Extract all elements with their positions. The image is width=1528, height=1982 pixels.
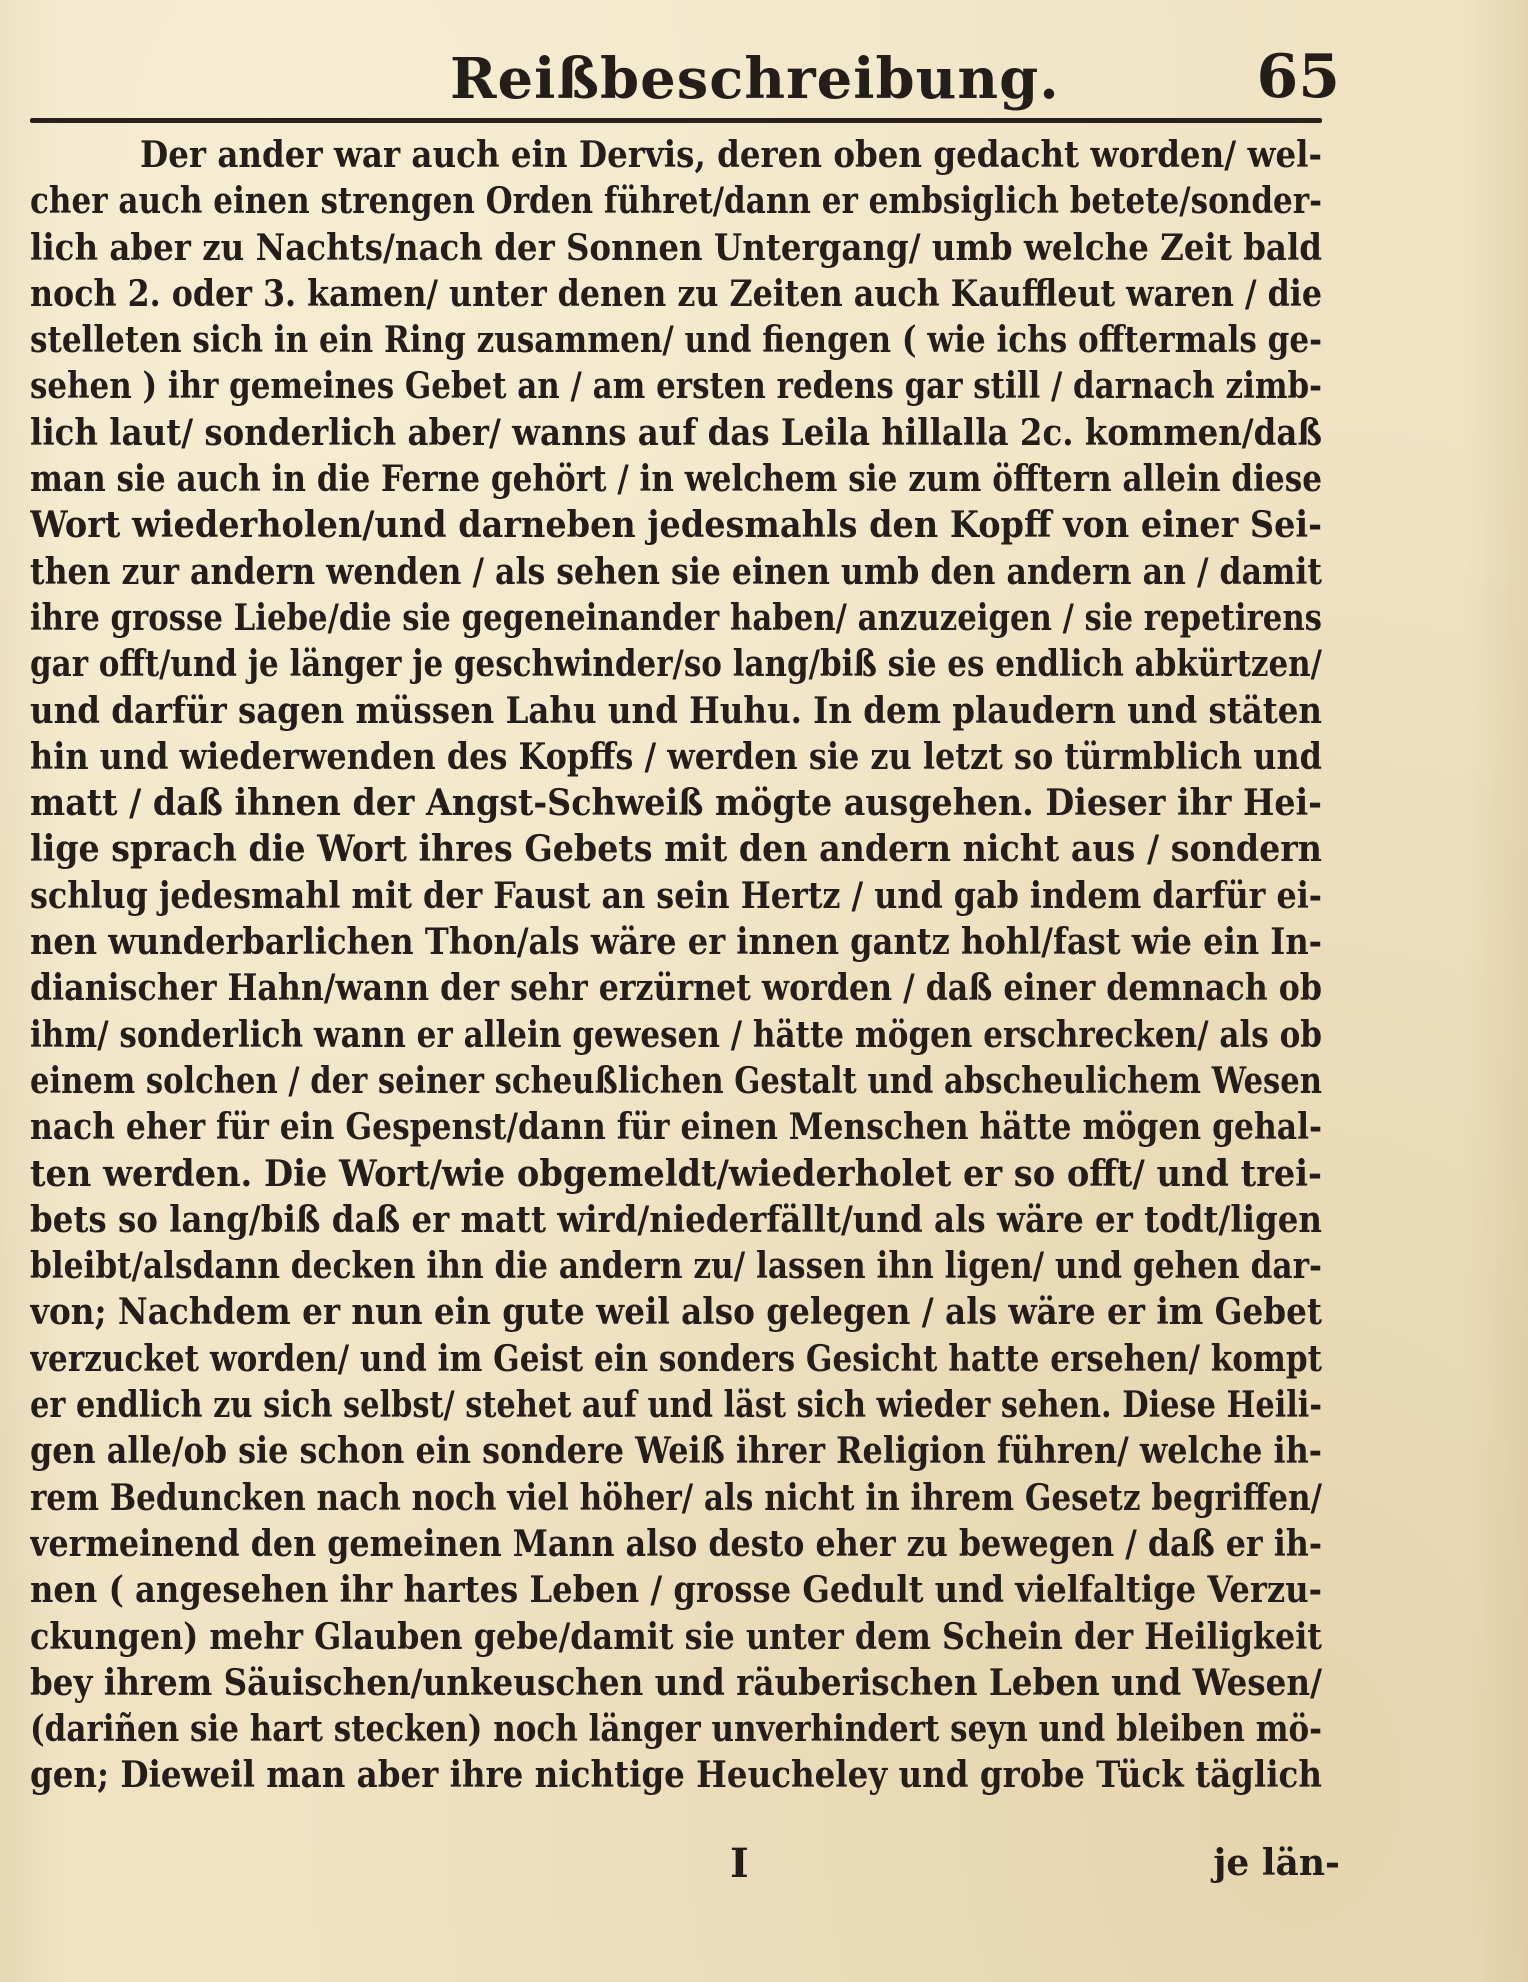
running-title: Reißbeschreibung. [450,46,1060,112]
text-line: vermeinend den gemeinen Mann also desto eher zu bewegen / daß er ih- [30,1521,1322,1565]
text-line: er endlich zu sich selbst/ stehet auf und läst sich wieder sehen. Diese Heili- [30,1383,1322,1427]
text-line: ihm/ sonderlich wann er allein gewesen / hätte mögen erschrecken/ als ob [30,1012,1322,1056]
text-line: schlug jedesmahl mit der Faust an sein Hertz / und gab indem darfür ei- [30,873,1322,917]
text-line: sehen ) ihr gemeines Gebet an / am ersten redens gar still / darnach zimb- [30,364,1322,408]
text-line: ten werden. Die Wort/wie obgemeldt/wiederholet er so offt/ und trei- [30,1151,1322,1195]
page-number: 65 [1256,42,1340,112]
page-header [30,40,1340,120]
text-line: then zur andern wenden / als sehen sie einen umb den andern an / damit [30,549,1322,593]
text-line: dianischer Hahn/wann der sehr erzürnet worden / daß einer demnach ob [30,966,1322,1010]
text-line: nen wunderbarlichen Thon/als wäre er innen gantz hohl/fast wie ein In- [30,920,1322,964]
catchword: je län- [1213,1842,1340,1884]
text-line: lige sprach die Wort ihres Gebets mit den andern nicht aus / sondern [30,827,1322,871]
text-line: gar offt/und je länger je geschwinder/so lang/biß sie es endlich abkürtzen/ [30,642,1322,686]
header-rule [30,118,1322,123]
page-footer [30,1840,1340,1900]
text-line: bey ihrem Säuischen/unkeuschen und räuberischen Leben und Wesen/ [30,1660,1322,1704]
text-line: verzucket worden/ und im Geist ein sonders Gesicht hatte ersehen/ kompt [30,1336,1322,1380]
text-line: gen; Dieweil man aber ihre nichtige Heucheley und grobe Tück täglich [30,1753,1322,1797]
text-line: gen alle/ob sie schon ein sondere Weiß ihrer Religion führen/ welche ih- [30,1429,1322,1473]
text-line: cher auch einen strengen Orden führet/dann er embsiglich betete/sonder- [30,179,1322,223]
text-line: Wort wiederholen/und darneben jedesmahls den Kopff von einer Sei- [30,503,1322,547]
text-line: und darfür sagen müssen Lahu und Huhu. In dem plaudern und stäten [30,688,1322,732]
text-line: stelleten sich in ein Ring zusammen/ und fiengen ( wie ichs offtermals ge- [30,318,1322,362]
text-line: nen ( angesehen ihr hartes Leben / grosse Gedult und vielfaltige Verzu- [30,1568,1322,1612]
text-line: Der ander war auch ein Dervis, deren oben gedacht worden/ wel- [140,133,1322,176]
text-line: (dariñen sie hart stecken) noch länger unverhindert seyn und bleiben mö- [30,1707,1322,1751]
text-line: ckungen) mehr Glauben gebe/damit sie unter dem Schein der Heiligkeit [30,1614,1322,1658]
body-text [30,132,1340,1799]
text-line: bleibt/alsdann decken ihn die andern zu/ lassen ihn ligen/ und gehen dar- [30,1244,1322,1288]
text-line: man sie auch in die Ferne gehört / in welchem sie zum öfftern allein diese [30,457,1322,501]
text-line: ihre grosse Liebe/die sie gegeneinander haben/ anzuzeigen / sie repetirens [30,595,1322,639]
text-line: einem solchen / der seiner scheußlichen Gestalt und abscheulichem Wesen [30,1058,1322,1102]
text-line: lich aber zu Nachts/nach der Sonnen Untergang/ umb welche Zeit bald [30,225,1322,269]
text-line: bets so lang/biß daß er matt wird/niederfällt/und als wäre er todt/ligen [30,1197,1322,1241]
text-line: von; Nachdem er nun ein gute weil also gelegen / als wäre er im Gebet [30,1290,1322,1334]
signature-mark: I [730,1840,749,1887]
text-line: nach eher für ein Gespenst/dann für einen Menschen hätte mögen gehal- [30,1105,1322,1149]
text-line: matt / daß ihnen der Angst-Schweiß mögte ausgehen. Dieser ihr Hei- [30,781,1322,825]
text-line: noch 2. oder 3. kamen/ unter denen zu Zeiten auch Kauffleut waren / die [30,271,1322,315]
text-line: hin und wiederwenden des Kopffs / werden sie zu letzt so türmblich und [30,734,1322,778]
text-line: rem Beduncken nach noch viel höher/ als nicht in ihrem Gesetz begriffen/ [30,1475,1322,1519]
text-line: lich laut/ sonderlich aber/ wanns auf das Leila hillalla 2c. kommen/daß [30,410,1322,454]
